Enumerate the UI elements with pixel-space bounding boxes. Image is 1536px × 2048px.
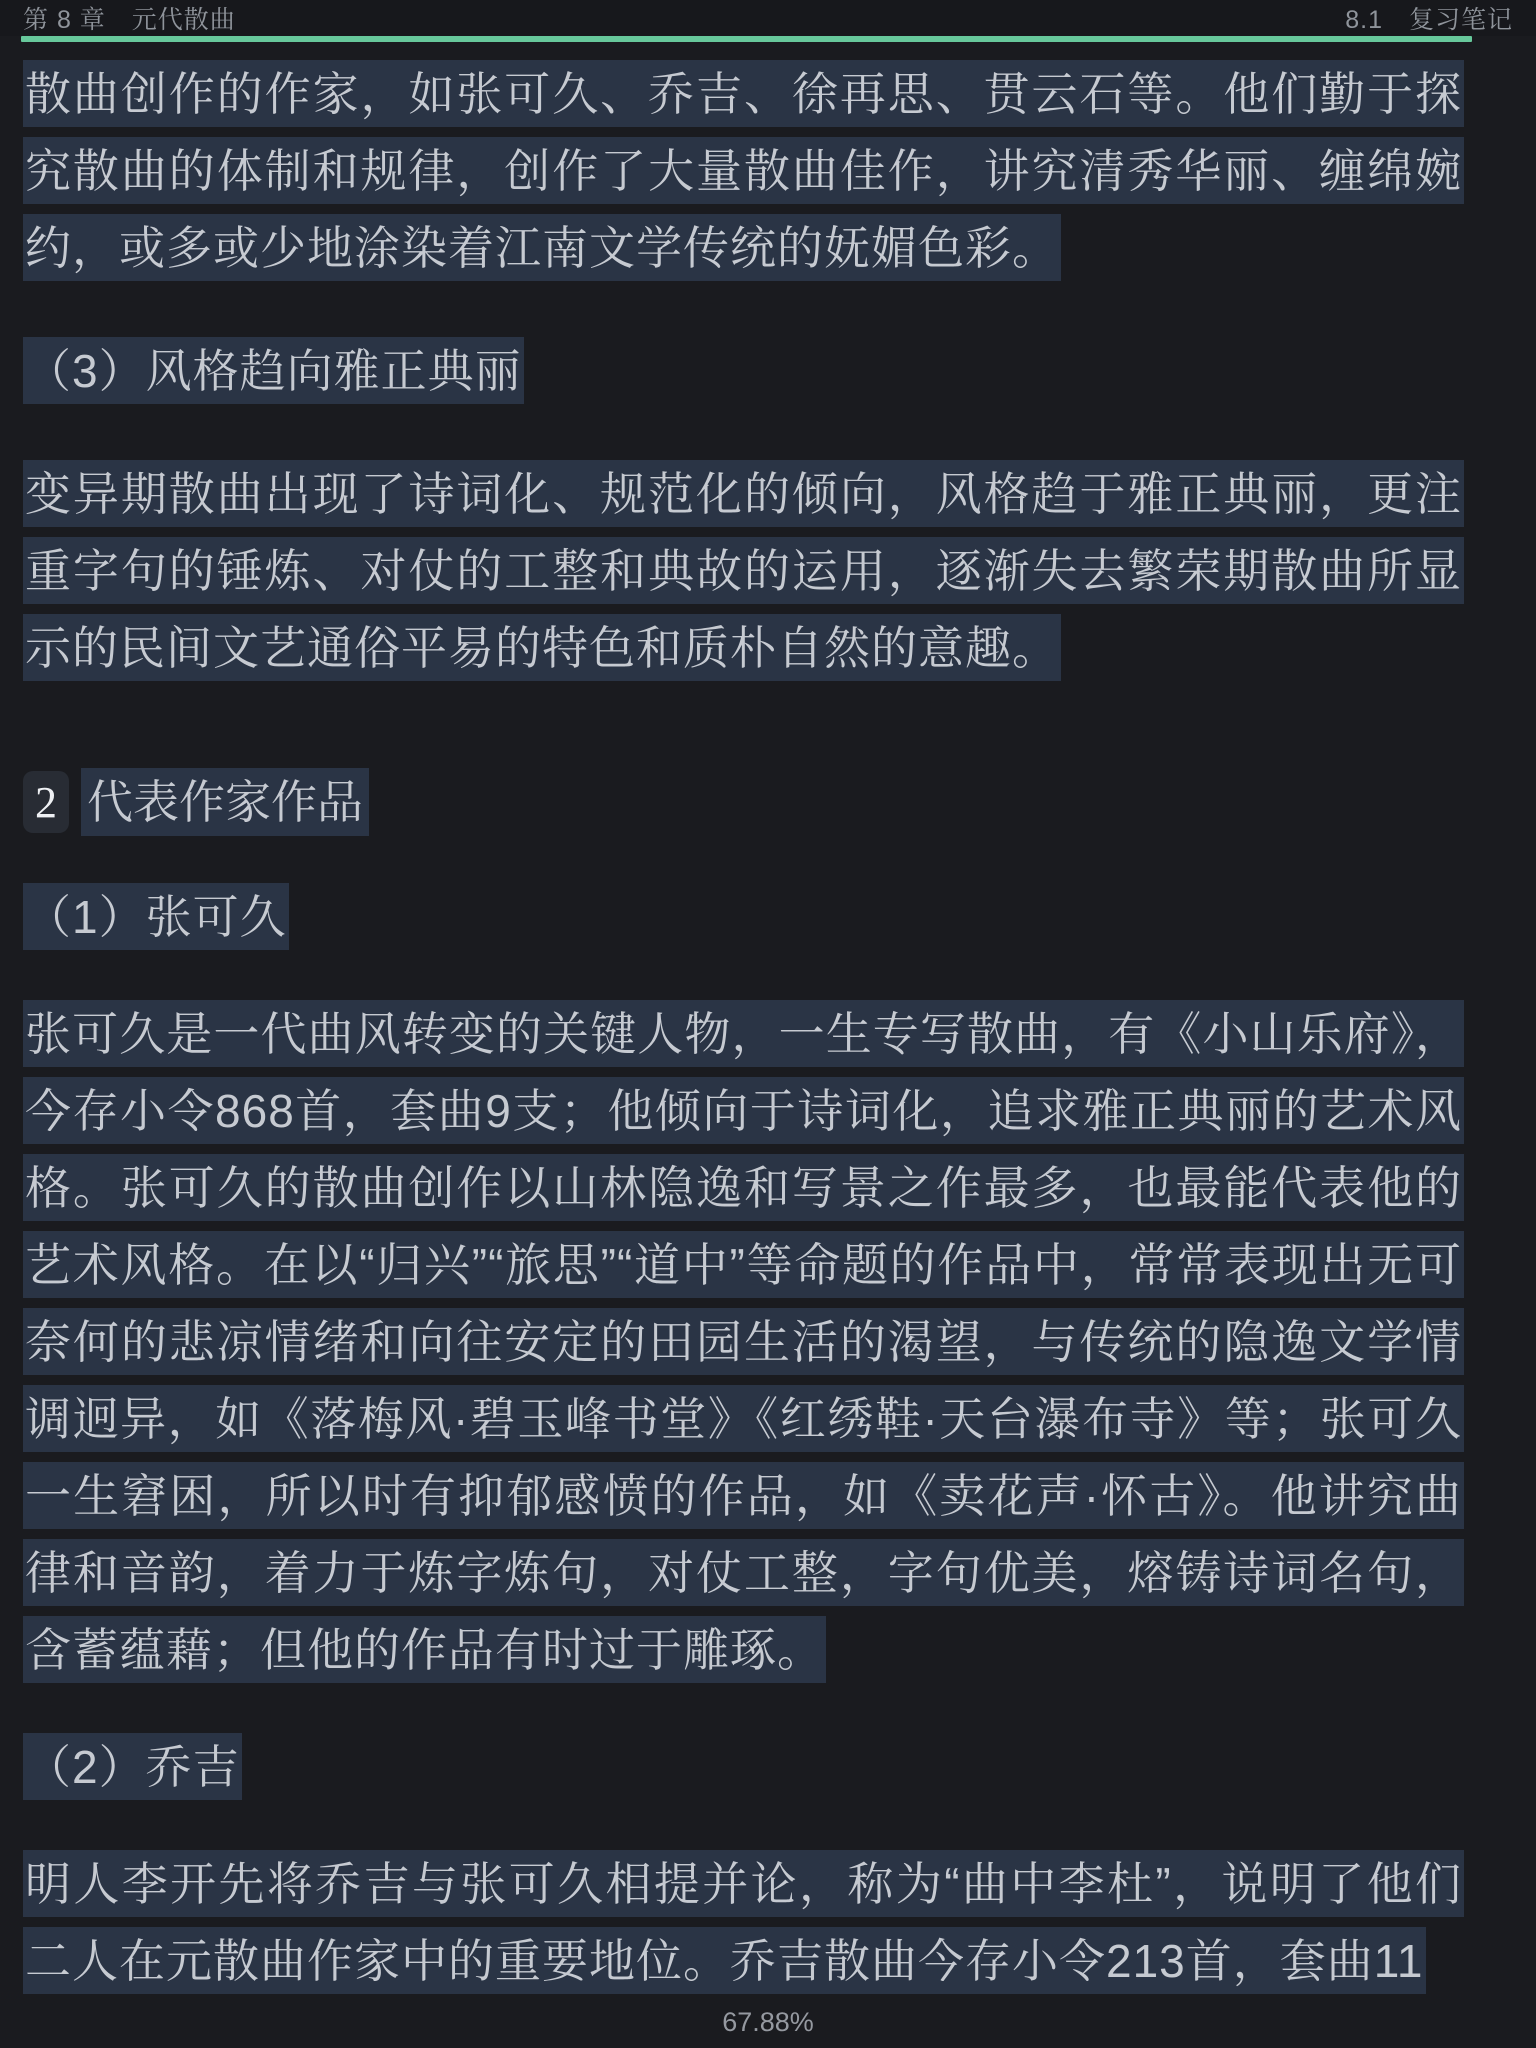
section-title-text [81, 771, 369, 833]
heading-qiaoji [23, 1729, 1464, 1806]
section-header-2 [23, 771, 1464, 833]
highlighted-text: 变异期散曲出现了诗词化、规范化的倾向，风格趋于雅正典丽，更注重字句的锤炼、对仗的工整和典故的运用，逐渐失去繁荣期散曲所显示的民间文艺通俗平易的特色和质朴自然的意趣。 [23, 460, 1464, 681]
book-progress-percent: 67.88% [722, 2007, 814, 2037]
section-number-badge: 2 [23, 771, 69, 833]
highlighted-text: 张可久是一代曲风转变的关键人物，一生专写散曲，有《小山乐府》，今存小令868首，套曲9支；他倾向于诗词化，追求雅正典丽的艺术风格。张可久的散曲创作以山林隐逸和写景之作最多，也最能代表他的艺术风格。在以“归兴”“旅思”“道中”等命题的作品中，常常表现出无可奈何的悲凉情绪和向往安定的田园生活的渴望，与传统的隐逸文学情调迥异，如《落梅风·碧玉峰书堂》《红绣鞋·天台瀑布寺》等；张可久一生窘困，所以时有抑郁感愤的作品，如《卖花声·怀古》。他讲究曲律和音韵，着力于炼字炼句，对仗工整，字句优美，熔铸诗词名句，含蓄蕴藉；但他的作品有时过于雕琢。 [23, 1000, 1464, 1683]
highlighted-text: （3）风格趋向雅正典丽 [23, 337, 524, 404]
highlighted-text: （1）张可久 [23, 883, 289, 950]
highlighted-text: 代表作家作品 [81, 768, 369, 836]
heading-zhangkejiu [23, 879, 1464, 956]
highlighted-text: 散曲创作的作家，如张可久、乔吉、徐再思、贯云石等。他们勤于探究散曲的体制和规律，创作了大量散曲佳作，讲究清秀华丽、缠绵婉约，或多或少地涂染着江南文学传统的妩媚色彩。 [23, 60, 1464, 281]
paragraph-qiaoji [23, 1846, 1464, 2000]
chapter-title: 第 8 章 元代散曲 [23, 6, 236, 34]
paragraph-style-trend [23, 456, 1464, 687]
reader-top-bar [0, 0, 1536, 36]
section-title-header: 8.1 复习笔记 [1345, 6, 1513, 34]
reading-area[interactable] [0, 42, 1536, 2000]
paragraph-intro [23, 56, 1464, 287]
heading-style-trend [23, 333, 1464, 410]
highlighted-text: （2）乔吉 [23, 1733, 242, 1800]
paragraph-zhangkejiu [23, 996, 1464, 1689]
highlighted-text: 明人李开先将乔吉与张可久相提并论，称为“曲中李杜”，说明了他们二人在元散曲作家中的重要地位。乔吉散曲今存小令213首，套曲11 [23, 1850, 1464, 1994]
